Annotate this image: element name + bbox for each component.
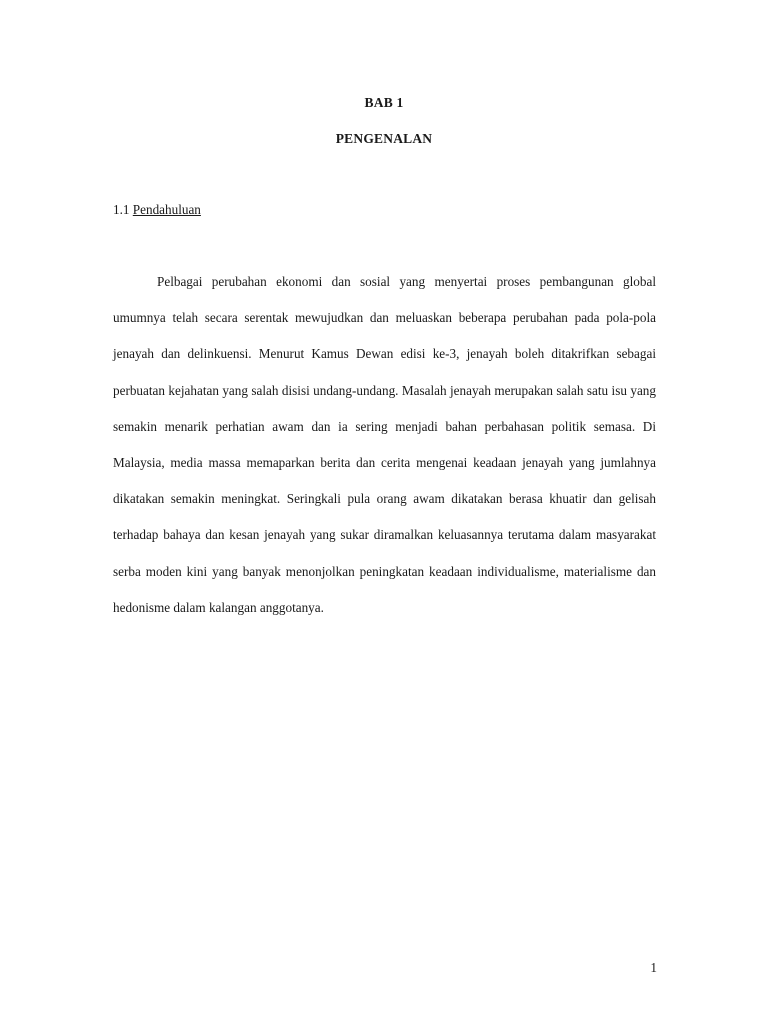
body-paragraph: Pelbagai perubahan ekonomi dan sosial yang menyertai proses pembangunan global umumnya telah secara serentak mewujudkan dan meluaskan beberapa perubahan pada pola-pola jenayah dan delinkuensi. Menurut Kamus Dewan edisi ke-3, jenayah boleh ditakrifkan sebagai perbuatan kejahatan yang salah disisi undang-undang. Masalah jenayah merupakan salah satu isu yang semakin menarik perhatian awam dan ia sering menjadi bahan perbahasan politik semasa. Di Malaysia, media massa memaparkan berita dan cerita mengenai keadaan jenayah yang jumlahnya dikatakan semakin meningkat. Seringkali pula orang awam dikatakan berasa khuatir dan gelisah terhadap bahaya dan kesan jenayah yang sukar diramalkan keluasannya terutama dalam masyarakat serba moden kini yang banyak menonjolkan peningkatan keadaan individualisme, materialisme dan hedonisme dalam kalangan anggotanya. bbox=[113, 274, 656, 615]
page-number: 1 bbox=[650, 960, 657, 975]
chapter-number: BAB 1 bbox=[364, 95, 404, 110]
chapter-title: PENGENALAN bbox=[335, 131, 433, 146]
section-number: 1.1 bbox=[113, 202, 130, 217]
section-heading bbox=[113, 202, 201, 218]
section-title: Pendahuluan bbox=[132, 202, 201, 217]
